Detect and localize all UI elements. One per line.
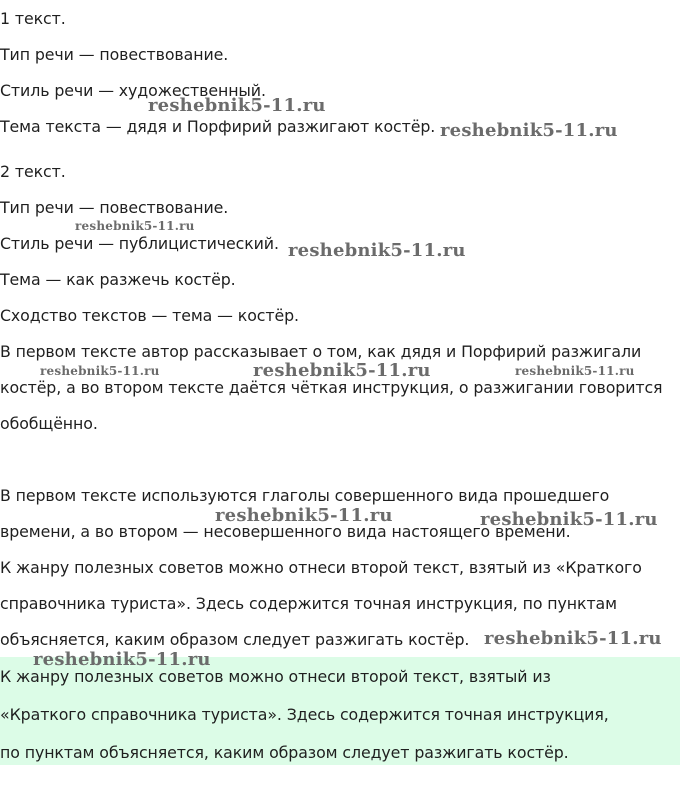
watermark: reshebnik5-11.ru: [40, 364, 160, 378]
genre-line: К жанру полезных советов можно отнеси второй текст, взятый из «Краткого: [0, 558, 642, 577]
text1-speech-type: Тип речи — повествование.: [0, 45, 229, 64]
text1-heading: 1 текст.: [0, 9, 66, 28]
watermark: reshebnik5-11.ru: [253, 360, 431, 381]
verbs-line: В первом тексте используются глаголы совершенного вида прошедшего: [0, 486, 610, 505]
text2-theme: Тема — как разжечь костёр.: [0, 270, 236, 289]
difference-line: обобщённо.: [0, 414, 98, 433]
genre-line: объясняется, каким образом следует разжигать костёр.: [0, 630, 470, 649]
watermark: reshebnik5-11.ru: [515, 364, 635, 378]
highlight-line: К жанру полезных советов можно отнеси второй текст, взятый из: [0, 667, 551, 686]
watermark: reshebnik5-11.ru: [288, 240, 466, 261]
watermark: reshebnik5-11.ru: [75, 219, 195, 233]
text1-speech-style: Стиль речи — художественный.: [0, 81, 266, 100]
verbs-line: времени, а во втором — несовершенного вида настоящего времени.: [0, 522, 571, 541]
highlight-line: по пунктам объясняется, каким образом следует разжигать костёр.: [0, 743, 569, 762]
text2-heading: 2 текст.: [0, 162, 66, 181]
watermark: reshebnik5-11.ru: [480, 509, 658, 530]
text2-speech-style: Стиль речи — публицистический.: [0, 234, 279, 253]
similarity-line: Сходство текстов — тема — костёр.: [0, 306, 299, 325]
text1-theme: Тема текста — дядя и Порфирий разжигают костёр.: [0, 117, 436, 136]
text2-speech-type: Тип речи — повествование.: [0, 198, 229, 217]
genre-line: справочника туриста». Здесь содержится точная инструкция, по пунктам: [0, 594, 617, 613]
difference-line: костёр, а во втором тексте даётся чёткая инструкция, о разжигании говорится: [0, 378, 663, 397]
watermark: reshebnik5-11.ru: [215, 505, 393, 526]
difference-line: В первом тексте автор рассказывает о том, как дядя и Порфирий разжигали: [0, 342, 642, 361]
watermark: reshebnik5-11.ru: [440, 120, 618, 141]
watermark: reshebnik5-11.ru: [33, 649, 211, 670]
watermark: reshebnik5-11.ru: [484, 628, 662, 649]
watermark: reshebnik5-11.ru: [148, 95, 326, 116]
highlight-line: «Краткого справочника туриста». Здесь содержится точная инструкция,: [0, 705, 609, 724]
